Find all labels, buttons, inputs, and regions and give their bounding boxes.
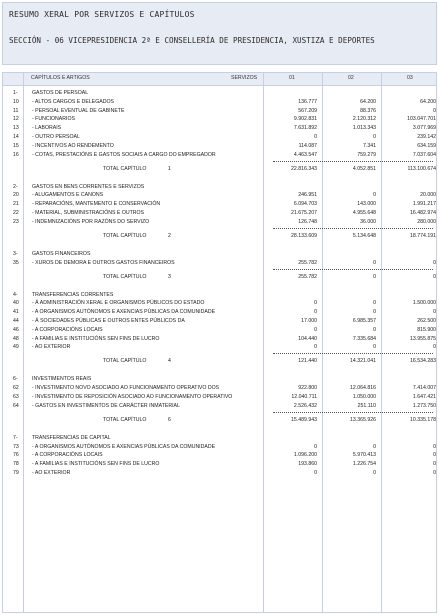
value-col-01: 0: [314, 344, 317, 351]
table-row: [3, 200, 436, 209]
value-col-03: 239.142: [417, 134, 436, 140]
row-code: 79: [13, 470, 19, 476]
value-col-02: 1.013.343: [352, 125, 376, 132]
row-description: - INVESTIMENTO NOVO ASOCIADO AO FUNCIONAMENTO OPERATIVO DOS: [32, 385, 220, 392]
table-row: [3, 375, 436, 384]
total-chapter-number: 1: [168, 165, 171, 172]
row-code: 44: [13, 318, 19, 324]
row-code: 78: [13, 461, 19, 468]
value-col-01: 9.902.831: [293, 116, 317, 123]
row-code: 21: [13, 201, 19, 208]
table-row: [3, 151, 436, 160]
table-row: [3, 469, 436, 478]
total-separator: [273, 412, 433, 413]
value-col-03: 10.335.178: [410, 416, 436, 423]
value-col-01: 567.209: [298, 107, 317, 114]
table-row: [3, 393, 436, 402]
row-description: - A FAMILIAS E INSTITUCIÓNS SEN FINS DE LUCRO: [32, 335, 160, 342]
value-col-03: 0: [433, 344, 436, 351]
value-col-01: 0: [314, 326, 317, 333]
value-col-01: 255.782: [298, 259, 317, 266]
table-row: [3, 218, 436, 227]
row-code: 76: [13, 452, 19, 459]
row-code: 22: [13, 210, 19, 216]
total-label: TOTAL CAPÍTULO: [103, 273, 147, 280]
row-description: - Á SOCIEDADES PÚBLICAS E OUTROS ENTES PÚBLICOS DA: [32, 318, 185, 324]
table-row: [3, 317, 436, 326]
row-code: 1-: [13, 90, 18, 96]
row-description: - XUROS DE DEMORA E OUTROS GASTOS FINANCEIROS: [32, 259, 175, 266]
row-description: - OUTRO PERSOAL: [32, 134, 80, 140]
row-code: 10: [13, 98, 19, 105]
value-col-02: 759.279: [357, 151, 376, 158]
value-col-03: 0: [433, 107, 436, 114]
value-col-02: 0: [373, 259, 376, 266]
row-description: - A CORPORACIÓNS LOCAIS: [32, 326, 103, 333]
value-col-02: 0: [373, 326, 376, 333]
value-col-03: 0: [433, 309, 436, 316]
value-col-01: 246.951: [298, 192, 317, 199]
row-description: - REPARACIÓNS, MANTEMENTO E CONSERVACIÓN: [32, 201, 161, 208]
row-description: - A FAMILIAS E INSTITUCIÓNS SEN FINS DE LUCRO: [32, 461, 160, 468]
value-col-01: 0: [314, 470, 317, 476]
value-col-01: 6.094.703: [293, 201, 317, 208]
value-col-01: 114.087: [298, 142, 317, 149]
value-col-02: 0: [373, 470, 376, 476]
row-code: 62: [13, 385, 19, 392]
value-col-01: 21.675.207: [291, 210, 317, 216]
value-col-03: 0: [433, 452, 436, 459]
value-col-02: 143.000: [357, 201, 376, 208]
table-row: [3, 308, 436, 317]
row-description: GASTOS EN BENS CORRENTES E SERVIZOS: [32, 183, 145, 190]
value-col-01: 0: [314, 309, 317, 316]
total-label: TOTAL CAPÍTULO: [103, 416, 147, 423]
value-col-03: 18.774.191: [410, 232, 436, 239]
value-col-02: 0: [373, 309, 376, 316]
row-description: - A CORPORACIÓNS LOCAIS: [32, 452, 103, 459]
table-row: [3, 443, 436, 452]
value-col-02: 12.064.816: [350, 385, 376, 392]
value-col-02: 5.134.648: [352, 232, 376, 239]
value-col-02: 0: [373, 273, 376, 280]
table-header: [3, 73, 436, 86]
value-col-03: 16.482.974: [410, 210, 436, 216]
value-col-01: 1.096.200: [293, 452, 317, 459]
value-col-03: 280.000: [417, 218, 436, 225]
total-row: [3, 165, 436, 174]
value-col-02: 2.120.312: [352, 116, 376, 123]
value-col-03: 0: [433, 443, 436, 450]
column-header-03: 03: [407, 75, 413, 81]
value-col-01: 2.526.432: [293, 402, 317, 409]
value-col-03: 0: [433, 273, 436, 280]
table-row: [3, 183, 436, 192]
column-header-01: 01: [289, 75, 295, 81]
table-row: [3, 107, 436, 116]
value-col-03: 0: [433, 461, 436, 468]
value-col-02: 7.335.684: [352, 335, 376, 342]
value-col-03: 0: [433, 470, 436, 476]
row-description: - A ORGANISMOS AUTÓNOMOS E AXENCIAS PÚBLICAS DA COMUNIDADE: [32, 443, 216, 450]
value-col-02: 88.376: [360, 107, 376, 114]
row-description: - MATERIAL, SUBMINISTRACIÓNS E OUTROS: [32, 210, 145, 216]
row-code: 4-: [13, 291, 18, 298]
value-col-01: 0: [314, 300, 317, 307]
total-label: TOTAL CAPÍTULO: [103, 358, 147, 365]
total-separator: [273, 161, 433, 162]
table-row: [3, 191, 436, 200]
row-code: 48: [13, 335, 19, 342]
value-col-01: 22.816.343: [291, 165, 317, 172]
row-description: INVESTIMENTOS REAIS: [32, 376, 92, 383]
total-row: [3, 357, 436, 366]
table-row: [3, 402, 436, 411]
value-col-03: 20.000: [420, 192, 436, 199]
row-code: 2-: [13, 183, 18, 190]
table-row: [3, 299, 436, 308]
row-description: - GASTOS EN INVESTIMENTOS DE CARÁCTER INMATERIAL: [32, 402, 180, 409]
row-code: 41: [13, 309, 19, 316]
row-code: 16: [13, 151, 19, 158]
table-row: [3, 250, 436, 259]
row-description: - ALUGAMENTOS E CANONS: [32, 192, 104, 199]
row-code: 40: [13, 300, 19, 307]
table-row: [3, 133, 436, 142]
table-row: [3, 124, 436, 133]
row-description: GASTOS FINANCEIROS: [32, 250, 91, 257]
table-row: [3, 291, 436, 300]
table-row: [3, 98, 436, 107]
value-col-03: 113.100.674: [407, 165, 436, 172]
value-col-01: 15.489.943: [291, 416, 317, 423]
value-col-01: 12.040.711: [291, 394, 317, 400]
total-separator: [273, 353, 433, 354]
row-description: - ALTOS CARGOS E DELEGADOS: [32, 98, 114, 105]
row-code: 73: [13, 443, 19, 450]
value-col-02: 6.985.357: [352, 318, 376, 324]
row-description: GASTOS DE PERSOAL: [32, 90, 89, 96]
value-col-03: 1.273.750: [412, 402, 436, 409]
value-col-01: 136.777: [298, 98, 317, 105]
row-code: 12: [13, 116, 19, 123]
value-col-03: 1.991.217: [412, 201, 436, 208]
total-chapter-number: 6: [168, 416, 171, 423]
report-title: RESUMO XERAL POR SERVIZOS E CAPÍTULOS: [9, 10, 195, 19]
table-row: [3, 142, 436, 151]
value-col-02: 1.226.754: [352, 461, 376, 468]
value-col-01: 193.860: [298, 461, 317, 468]
value-col-01: 4.463.547: [293, 151, 317, 158]
table-row: [3, 335, 436, 344]
value-col-02: 13.365.926: [350, 416, 376, 423]
value-col-02: 14.321.041: [350, 358, 376, 365]
table-row: [3, 451, 436, 460]
value-col-01: 0: [314, 443, 317, 450]
value-col-03: 7.414.007: [412, 385, 436, 392]
value-col-02: 1.050.000: [352, 394, 376, 400]
table-row: [3, 384, 436, 393]
total-row: [3, 273, 436, 282]
value-col-02: 4.052.851: [352, 165, 376, 172]
total-row: [3, 416, 436, 425]
table-row: [3, 343, 436, 352]
value-col-01: 255.782: [298, 273, 317, 280]
row-code: 14: [13, 134, 19, 140]
total-chapter-number: 2: [168, 232, 171, 239]
row-description: - COTAS, PRESTACIÓNS E GASTOS SOCIAIS A CARGO DO EMPREGADOR: [32, 151, 216, 158]
table-row: [3, 326, 436, 335]
table-row: [3, 259, 436, 268]
row-description: - A ORGANISMOS AUTÓNOMOS E AXENCIAS PÚBLICAS DA COMUNIDADE: [32, 309, 216, 316]
row-code: 11: [13, 107, 19, 114]
row-code: 63: [13, 394, 19, 400]
total-label: TOTAL CAPÍTULO: [103, 232, 147, 239]
table-row: [3, 89, 436, 98]
row-code: 3-: [13, 250, 18, 257]
row-code: 64: [13, 402, 19, 409]
value-col-03: 13.955.875: [410, 335, 436, 342]
row-code: 20: [13, 192, 19, 199]
table-row: [3, 209, 436, 218]
total-separator: [273, 269, 433, 270]
row-description: - FUNCIONARIOS: [32, 116, 75, 123]
value-col-02: 0: [373, 192, 376, 199]
row-code: 15: [13, 142, 19, 149]
column-header-articles: CAPÍTULOS E ARTIGOS: [31, 75, 90, 81]
table-row: [3, 460, 436, 469]
value-col-03: 815.900: [417, 326, 436, 333]
total-label: TOTAL CAPÍTULO: [103, 165, 147, 172]
value-col-01: 126.748: [298, 218, 317, 225]
row-description: - INCENTIVOS AO RENDEMENTO: [32, 142, 114, 149]
section-title: SECCIÓN - 06 VICEPRESIDENCIA 2ª E CONSELLERÍA DE PRESIDENCIA, XUSTIZA E DEPORTES: [9, 36, 375, 45]
row-code: 46: [13, 326, 19, 333]
row-description: - AO EXTERIOR: [32, 470, 71, 476]
row-description: TRANSFERENCIAS DE CAPITAL: [32, 434, 111, 441]
value-col-01: 121.440: [298, 358, 317, 365]
value-col-02: 0: [373, 344, 376, 351]
column-header-02: 02: [348, 75, 354, 81]
value-col-03: 103.047.701: [407, 116, 436, 123]
column-header-services: SERVIZOS: [231, 75, 258, 81]
value-col-02: 36.000: [360, 218, 376, 225]
value-col-02: 4.955.648: [352, 210, 376, 216]
value-col-03: 7.037.604: [412, 151, 436, 158]
row-description: - PERSOAL EVENTUAL DE GABINETE: [32, 107, 125, 114]
value-col-03: 262.500: [417, 318, 436, 324]
row-code: 35: [13, 259, 19, 266]
row-description: - INVESTIMENTO DE REPOSICIÓN ASOCIADO AO FUNCIONAMENTO OPERATIVO: [32, 394, 233, 400]
value-col-02: 64.200: [360, 98, 376, 105]
row-description: - Á ADMINISTRACIÓN XERAL E ORGANISMOS PÚBLICOS DO ESTADO: [32, 300, 205, 307]
value-col-03: 1.500.000: [412, 300, 436, 307]
value-col-02: 7.341: [363, 142, 376, 149]
table-row: [3, 115, 436, 124]
total-row: [3, 232, 436, 241]
value-col-03: 3.077.969: [412, 125, 436, 132]
total-separator: [273, 228, 433, 229]
value-col-02: 0: [373, 134, 376, 140]
value-col-03: 0: [433, 259, 436, 266]
value-col-03: 16.534.283: [410, 358, 436, 365]
total-chapter-number: 4: [168, 358, 171, 365]
row-description: - LABORAIS: [32, 125, 62, 132]
value-col-01: 0: [314, 134, 317, 140]
table-row: [3, 434, 436, 443]
report-header: [2, 2, 437, 65]
value-col-03: 1.647.421: [412, 394, 436, 400]
value-col-02: 0: [373, 443, 376, 450]
row-description: TRANSFERENCIAS CORRENTES: [32, 291, 114, 298]
value-col-01: 7.631.892: [293, 125, 317, 132]
value-col-02: 5.970.413: [352, 452, 376, 459]
value-col-01: 17.000: [301, 318, 317, 324]
value-col-01: 922.800: [298, 385, 317, 392]
value-col-03: 64.200: [420, 98, 436, 105]
value-col-01: 28.133.609: [291, 232, 317, 239]
row-code: 49: [13, 344, 19, 351]
row-code: 13: [13, 125, 19, 132]
row-code: 7-: [13, 434, 18, 441]
row-code: 6-: [13, 376, 18, 383]
row-description: - AO EXTERIOR: [32, 344, 71, 351]
row-description: - INDEMNIZACIÓNS POR RAZÓNS DO SERVIZO: [32, 218, 150, 225]
value-col-01: 104.440: [298, 335, 317, 342]
total-chapter-number: 3: [168, 273, 171, 280]
budget-table: [2, 72, 437, 613]
value-col-03: 634.159: [417, 142, 436, 149]
value-col-02: 0: [373, 300, 376, 307]
row-code: 23: [13, 218, 19, 225]
value-col-02: 251.110: [357, 402, 376, 409]
